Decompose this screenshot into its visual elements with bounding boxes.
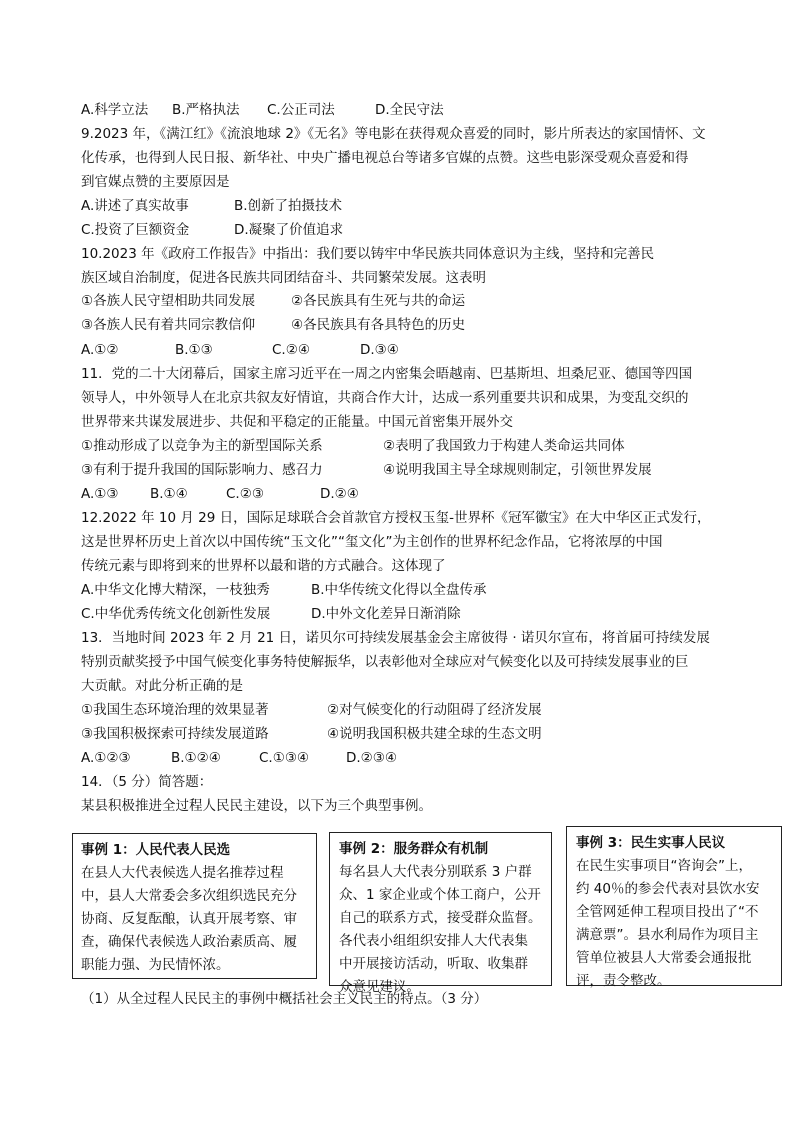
q10-option-d: D.③④: [360, 342, 399, 358]
q10-stem-line-2: 族区域自治制度，促进各民族共同团结奋斗、共同繁荣发展。这表明: [81, 270, 486, 286]
case-2-line: 每名县人大代表分别联系 3 户群: [339, 864, 532, 880]
q9-option-d: D.凝聚了价值追求: [234, 222, 344, 238]
case-2-line: 众意见建议。: [339, 979, 420, 995]
q9-stem-line-1: 9.2023 年，《满江红》《流浪地球 2》《无名》等电影在获得观众喜爱的同时，影片所表达的家国情怀、文: [81, 126, 706, 142]
case-3-line: 在民生实事项目“咨询会”上，: [576, 858, 752, 874]
q8-option-d: D.全民守法: [375, 102, 444, 118]
q9-option-c: C.投资了巨额资金: [81, 222, 190, 238]
q13-stem-line-3: 大贡献。对此分析正确的是: [81, 678, 243, 694]
q13-statement-2: ②对气候变化的行动阻碍了经济发展: [327, 702, 542, 718]
q11-statement-3: ③有利于提升我国的国际影响力、感召力: [81, 462, 323, 478]
q9-option-a: A.讲述了真实故事: [81, 198, 189, 214]
q11-statement-4: ④说明我国主导全球规则制定，引领世界发展: [383, 462, 652, 478]
q11-option-b: B.①④: [150, 486, 188, 502]
q11-statement-2: ②表明了我国致力于构建人类命运共同体: [383, 438, 625, 454]
q11-option-a: A.①③: [81, 486, 119, 502]
q8-option-a: A.科学立法: [81, 102, 149, 118]
q13-option-d: D.②③④: [346, 750, 397, 766]
q13-option-a: A.①②③: [81, 750, 131, 766]
case-2-line: 自己的联系方式，接受群众监督。: [339, 910, 542, 926]
case-2-box: [329, 832, 552, 995]
case-3-title: 事例 3：民生实事人民议: [576, 835, 726, 851]
q13-statement-4: ④说明我国积极共建全球的生态文明: [327, 726, 542, 742]
q11-option-d: D.②④: [320, 486, 359, 502]
q13-stem-line-1: 13．当地时间 2023 年 2 月 21 日，诺贝尔可持续发展基金会主席彼得 · 诺贝尔宣布，将首届可持续发展: [81, 630, 710, 646]
case-1-box: [72, 833, 317, 979]
case-2-title: 事例 2：服务群众有机制: [339, 841, 489, 857]
q11-stem-line-2: 领导人，中外领导人在北京共叙友好情谊，共商合作大计，达成一系列重要共识和成果，为变乱交织的: [81, 390, 689, 406]
q8-option-b: B.严格执法: [172, 102, 240, 118]
q10-option-b: B.①③: [175, 342, 213, 358]
q12-stem-line-2: 这是世界杯历史上首次以中国传统“玉文化”“玺文化”为主创作的世界杯纪念作品，它将浓厚的中国: [81, 534, 663, 550]
case-1-line: 中，县人大常委会多次组织选民充分: [81, 888, 297, 904]
q9-option-b: B.创新了拍摄技术: [234, 198, 343, 214]
case-1-line: 协商、反复酝酿，认真开展考察、审: [81, 911, 297, 927]
case-3-line: 约 40％的参会代表对县饮水安: [576, 881, 760, 897]
q12-stem-line-1: 12.2022 年 10 月 29 日，国际足球联合会首款官方授权玉玺-世界杯《冠军徽宝》在大中华区正式发行，: [81, 510, 711, 526]
q10-option-a: A.①②: [81, 342, 119, 358]
case-1-title: 事例 1：人民代表人民选: [81, 842, 231, 858]
q11-statement-1: ①推动形成了以竞争为主的新型国际关系: [81, 438, 323, 454]
q10-option-c: C.②④: [272, 342, 310, 358]
q12-option-c: C.中华优秀传统文化创新性发展: [81, 606, 271, 622]
case-2-line: 众、1 家企业或个体工商户，公开: [339, 887, 541, 903]
case-2-line: 各代表小组组织安排人大代表集: [339, 933, 528, 949]
q11-option-c: C.②③: [226, 486, 264, 502]
case-3-line: 管单位被县人大常委会通报批: [576, 950, 752, 966]
q11-stem-line-1: 11．党的二十大闭幕后，国家主席习近平在一周之内密集会晤越南、巴基斯坦、坦桑尼亚、德国等四国: [81, 366, 693, 382]
q13-option-b: B.①②④: [171, 750, 221, 766]
case-3-line: 满意票”。县水利局作为项目主: [576, 927, 759, 943]
q12-option-a: A.中华文化博大精深，一枝独秀: [81, 582, 270, 598]
q14-heading: 14．（5 分）简答题：: [81, 774, 213, 790]
q10-stem-line-1: 10.2023 年《政府工作报告》中指出：我们要以铸牢中华民族共同体意识为主线，坚持和完善民: [81, 246, 655, 262]
q13-stem-line-2: 特别贡献奖授予中国气候变化事务特使解振华，以表彰他对全球应对气候变化以及可持续发展事业的巨: [81, 654, 689, 670]
q10-statement-1: ①各族人民守望相助共同发展: [81, 293, 256, 309]
case-1-line: 职能力强、为民情怀浓。: [81, 957, 230, 973]
q12-option-d: D.中外文化差异日渐消除: [311, 606, 461, 622]
q10-statement-4: ④各民族具有各具特色的历史: [291, 317, 466, 333]
q10-statement-3: ③各族人民有着共同宗教信仰: [81, 317, 256, 333]
q12-stem-line-3: 传统元素与即将到来的世界杯以最和谐的方式融合。这体现了: [81, 558, 446, 574]
q13-statement-1: ①我国生态环境治理的效果显著: [81, 702, 269, 718]
q14-sub-question-1: （1）从全过程人民民主的事例中概括社会主义民主的特点。（3 分）: [81, 991, 488, 1007]
case-1-line: 在县人大代表候选人提名推荐过程: [81, 865, 284, 881]
case-3-line: 全管网延伸工程项目投出了“不: [576, 904, 759, 920]
q9-stem-line-2: 化传承，也得到人民日报、新华社、中央广播电视总台等诸多官媒的点赞。这些电影深受观众喜爱和得: [81, 150, 689, 166]
q10-statement-2: ②各民族具有生死与共的命运: [291, 293, 466, 309]
case-3-line: 评，责令整改。: [576, 973, 671, 989]
q8-option-c: C.公正司法: [267, 102, 335, 118]
case-2-line: 中开展接访活动，听取、收集群: [339, 956, 528, 972]
q13-option-c: C.①③④: [259, 750, 310, 766]
q14-intro: 某县积极推进全过程人民民主建设，以下为三个典型事例。: [81, 798, 432, 814]
case-3-box: [566, 826, 782, 989]
q11-stem-line-3: 世界带来共谋发展进步、共促和平稳定的正能量。中国元首密集开展外交: [81, 414, 513, 430]
q12-option-b: B.中华传统文化得以全盘传承: [311, 582, 487, 598]
case-1-line: 查，确保代表候选人政治素质高、履: [81, 934, 297, 950]
q9-stem-line-3: 到官媒点赞的主要原因是: [81, 174, 230, 190]
q13-statement-3: ③我国积极探索可持续发展道路: [81, 726, 269, 742]
